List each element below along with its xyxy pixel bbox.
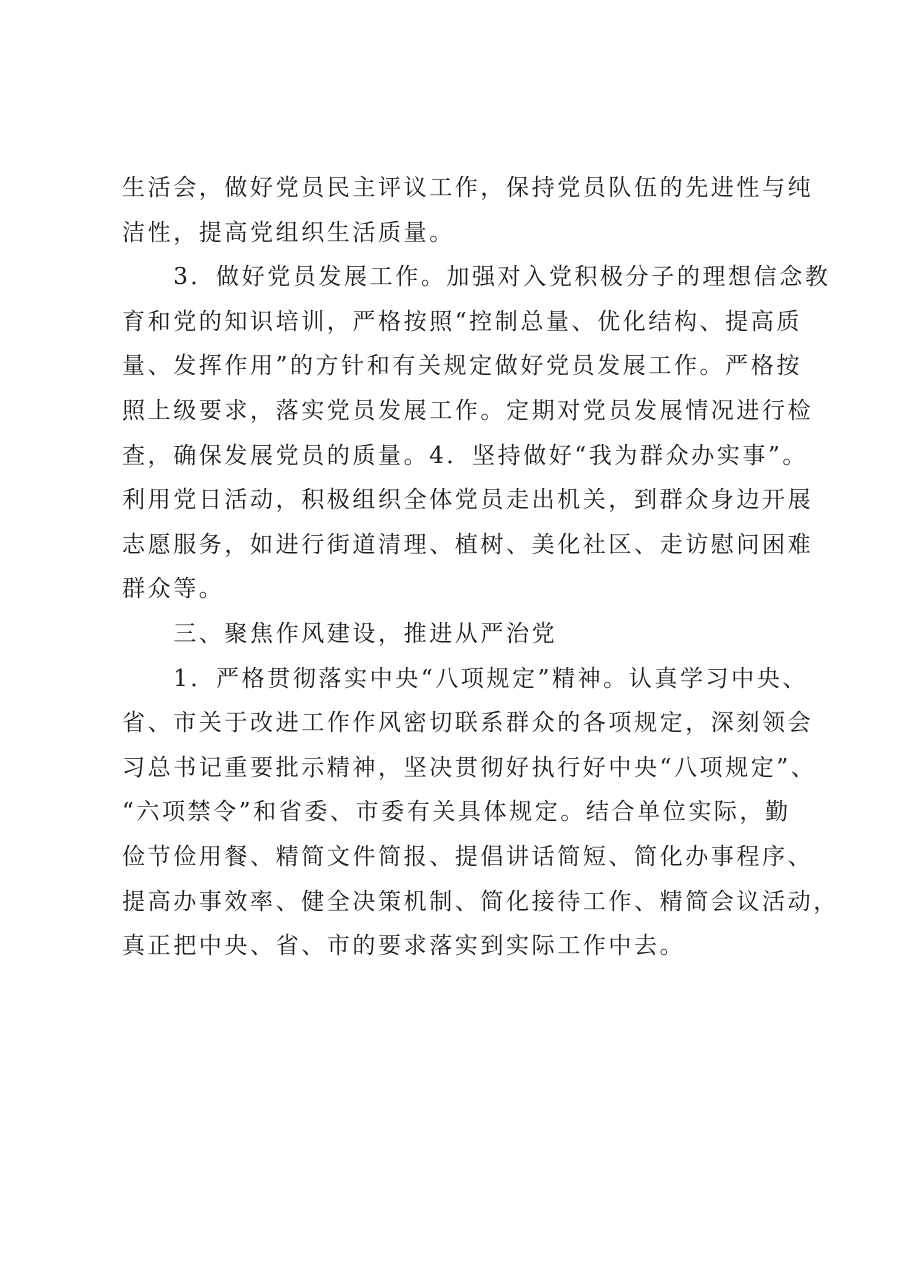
text-line: 1．严格贯彻落实中央“八项规定”精神。认真学习中央、: [122, 665, 808, 692]
body-text: [122, 166, 839, 969]
text-line: 真正把中央、省、市的要求落实到实际工作中去。: [122, 933, 686, 960]
section-heading: 三、聚焦作风建设，推进从严治党: [122, 620, 558, 647]
text-line: 3．做好党员发展工作。加强对入党积极分子的理想信念教: [122, 264, 831, 291]
text-line: 提高办事效率、健全决策机制、简化接待工作、精简会议活动，: [122, 888, 839, 915]
text-line: 志愿服务，如进行街道清理、植树、美化社区、走访慰问困难: [122, 531, 814, 558]
text-line: 查，确保发展党员的质量。4．坚持做好“我为群众办实事”。: [122, 442, 808, 469]
text-line: 省、市关于改进工作作风密切联系群众的各项规定，深刻领会: [122, 710, 814, 737]
text-line: “六项禁令”和省委、市委有关具体规定。结合单位实际，勤: [122, 799, 791, 826]
text-line: 群众等。: [122, 576, 225, 603]
text-line: 习总书记重要批示精神，坚决贯彻好执行好中央“八项规定”、: [122, 754, 817, 781]
text-line: 俭节俭用餐、精简文件简报、提倡讲话简短、简化办事程序、: [122, 843, 814, 870]
text-line: 生活会，做好党员民主评议工作，保持党员队伍的先进性与纯: [122, 175, 814, 201]
text-line: 育和党的知识培训，严格按照“控制总量、优化结构、提高质: [122, 308, 802, 335]
text-line: 利用党日活动，积极组织全体党员走出机关，到群众身边开展: [122, 487, 814, 514]
text-line: 照上级要求，落实党员发展工作。定期对党员发展情况进行检: [122, 397, 814, 424]
text-line: 量、发挥作用”的方针和有关规定做好党员发展工作。严格按: [122, 353, 802, 380]
text-line: 洁性，提高党组织生活质量。: [122, 219, 455, 246]
